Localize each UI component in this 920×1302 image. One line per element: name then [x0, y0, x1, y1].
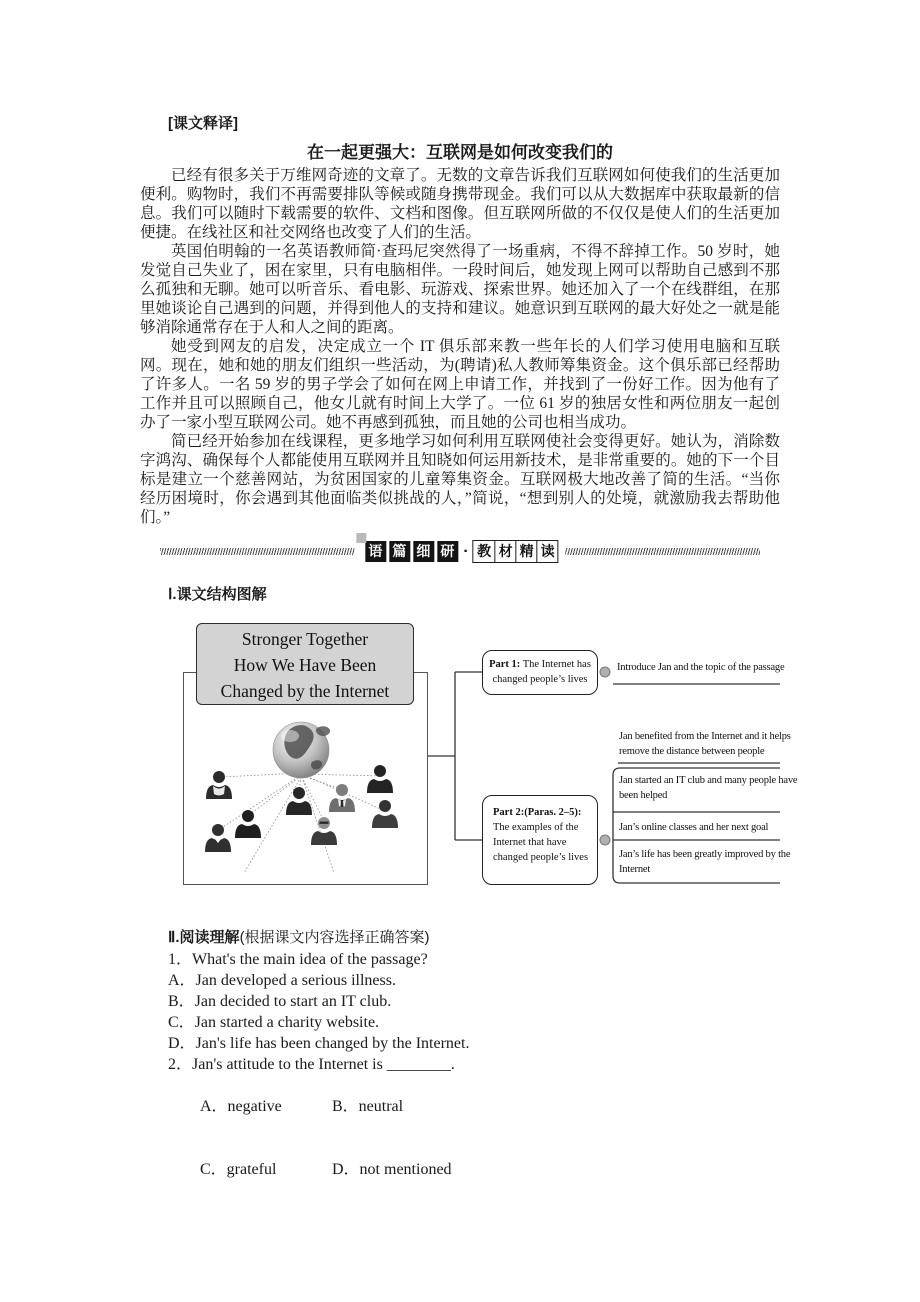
mindmap-leaf-part1: Introduce Jan and the topic of the passage [617, 662, 785, 673]
question-2-option-d: D．not mentioned [332, 1161, 452, 1178]
root-title-line: Stronger Together [241, 629, 369, 649]
mindmap-part2-node [482, 795, 598, 885]
part1-label-text: The Internet has changed people’s lives [492, 659, 591, 685]
banner-label [354, 537, 565, 566]
banner-char-box: 读 [537, 541, 558, 562]
translation-title: 在一起更强大：互联网是如何改变我们的 [307, 143, 613, 162]
person-icon [311, 817, 337, 845]
questions-block [168, 949, 780, 1201]
section-banner [140, 535, 780, 567]
translation-paragraph-1: 已经有很多关于万维网奇迹的文章了。无数的文章告诉我们互联网如何使我们的生活更加便利。购物时，我们不再需要排队等候或随身携带现金。我们可以从大数据库中获取最新的信息。我们可以随时下载需要的软件、文档和图像。但互联网所做的不仅仅是使人们的生活更加便捷。在线社区和社交网络也改变了人们的生活。 [140, 167, 780, 241]
section-tag: [课文释译] [168, 115, 238, 132]
question-1-option-a: A．Jan developed a serious illness. [168, 972, 396, 989]
question-2-option-b: B．neutral [332, 1098, 404, 1115]
root-title-line: Changed by the Internet [220, 681, 390, 701]
mindmap-leaf-part2-2: Jan started an IT club and many people have been helped [619, 775, 798, 801]
mindmap-root-title [196, 623, 414, 705]
mindmap-part1-node [482, 650, 598, 695]
translation-paragraph-2: 英国伯明翰的一名英语教师简·查玛尼突然得了一场重病，不得不辞掉工作。50 岁时，她发觉自己失业了，困在家里，只有电脑相伴。一段时间后，她发现上网可以帮助自己感到不那么孤独和无聊。她可以听音乐、看电影、玩游戏、探索世界。她还加入了一个在线群组，在那里她谈论自己遇到的问题，并得到他人的支持和建议。她意识到互联网的最大好处之一就是能够消除通常存在于人和人之间的距离。 [140, 243, 780, 336]
root-title-line: How We Have Been [233, 655, 377, 675]
mindmap-leaf-part2-4: Jan’s life has been greatly improved by the Internet [619, 849, 791, 875]
banner-char-box: 篇 [389, 541, 410, 562]
connector-bead-icon [600, 835, 610, 845]
question-2-options-row2 [168, 1138, 780, 1201]
part2-label-prefix: Part 2:(Paras. 2–5): [493, 807, 582, 818]
translation-paragraph-4: 简已经开始参加在线课程，更多地学习如何利用互联网使社会变得更好。她认为，消除数字鸿沟、确保每个人都能使用互联网并且知晓如何运用新技术，是非常重要的。她的下一个目标是建立一个慈善网站，为贫困国家的儿童筹集资金。互联网极大地改善了简的生活。“当你经历困境时，你会遇到其他面临类似挑战的人，”简说，“想到别人的处境，就激励我去帮助他们。” [140, 433, 780, 526]
structure-section-heading: Ⅰ.课文结构图解 [168, 586, 267, 603]
question-1-option-b: B．Jan decided to start an IT club. [168, 993, 392, 1010]
part2-label-text: The examples of the Internet that have changed people’s lives [493, 822, 589, 863]
banner-corner-square [356, 533, 366, 543]
person-icon [206, 771, 232, 799]
reading-heading-note: (根据课文内容选择正确答案) [239, 929, 430, 946]
person-icon [205, 824, 231, 852]
question-2-options-row1 [168, 1075, 780, 1138]
person-icon [235, 810, 261, 838]
globe-icon [273, 722, 330, 778]
question-1-option-d: D．Jan's life has been changed by the Internet. [168, 1035, 470, 1052]
part1-label-prefix: Part 1: [489, 659, 521, 670]
banner-char-box: 研 [437, 541, 458, 562]
mindmap-leaf-part2-1: Jan benefited from the Internet and it helps remove the distance between people [619, 731, 791, 757]
question-1-option-c: C．Jan started a charity website. [168, 1014, 380, 1031]
reading-section-heading [168, 926, 780, 947]
mindmap-leaf-part2-3: Jan’s online classes and her next goal [619, 822, 769, 833]
banner-outline-group [473, 540, 559, 563]
question-2-option-c: C．grateful [200, 1161, 277, 1178]
banner-char-box: 精 [516, 541, 537, 562]
question-2-stem: 2．Jan's attitude to the Internet is ________. [168, 1056, 455, 1073]
connector-bead-icon [600, 667, 610, 677]
banner-char-box: 语 [365, 541, 386, 562]
person-icon [372, 800, 398, 828]
banner-separator-dot: · [463, 543, 469, 560]
translation-paragraph-3: 她受到网友的启发，决定成立一个 IT 俱乐部来教一些年长的人们学习使用电脑和互联网。现在，她和她的朋友们组织一些活动，为(聘请)私人教师筹集资金。这个俱乐部已经帮助了许多人。一名 59 岁的男子学会了如何在网上申请工作，并找到了一份好工作。因为他有了工作并且可以照顾自己，他女儿就有时间上大学了。一位 61 岁的独居女性和两位朋友一起创办了一家小型互联网公司。她不再感到孤独，而且她的公司也相当成功。 [140, 338, 780, 431]
banner-char-box: 细 [413, 541, 434, 562]
text-structure-mindmap [140, 610, 798, 902]
person-icon [367, 765, 393, 793]
page-content [140, 112, 798, 1201]
question-2-option-a: A．negative [200, 1098, 282, 1115]
banner-char-box: 材 [495, 541, 516, 562]
reading-heading-bold: Ⅱ.阅读理解 [168, 929, 240, 946]
banner-char-box: 教 [477, 543, 492, 559]
person-icon [286, 787, 312, 815]
question-1-stem: 1．What's the main idea of the passage? [168, 951, 428, 968]
